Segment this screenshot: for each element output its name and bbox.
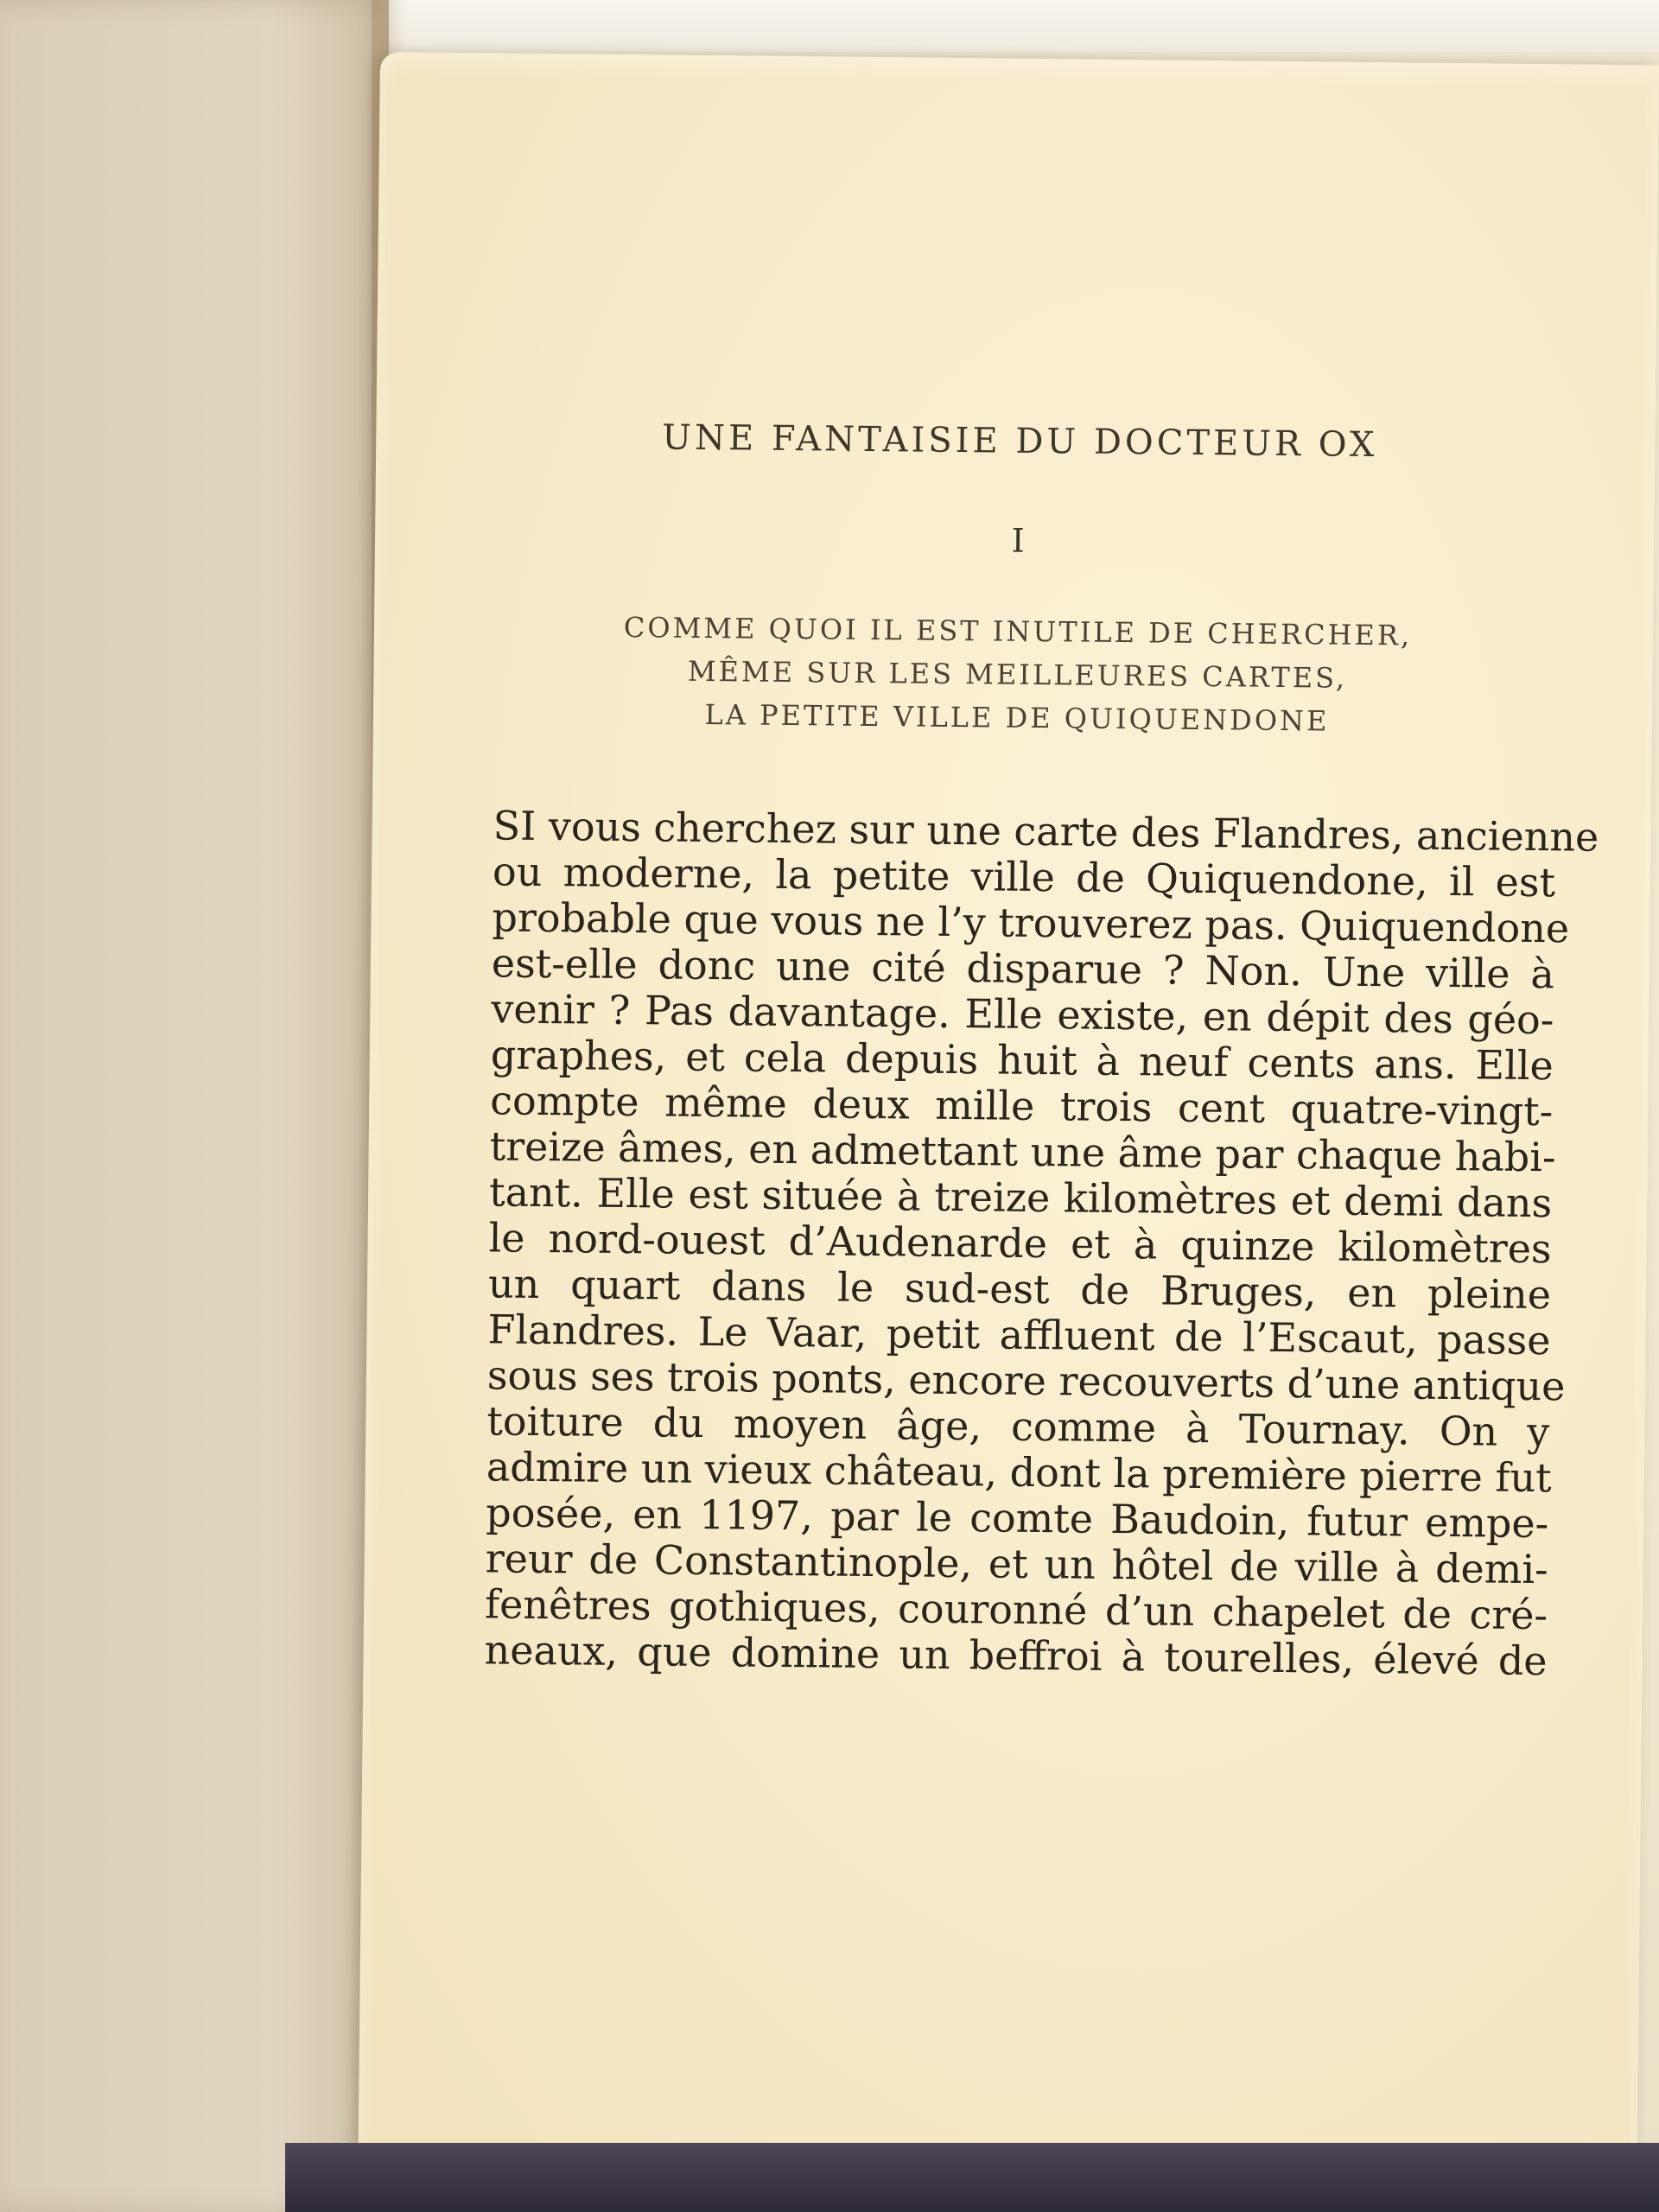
chapter-number: I [1011,521,1027,560]
body-line: graphes, et cela depuis huit à neuf cents ans. Elle [490,1031,1554,1090]
body-line: venir ? Pas davantage. Elle existe, en dépit des géo- [491,985,1554,1044]
page-text-area [432,416,1599,1685]
body-line: posée, en 1197, par le comte Baudoin, futur empe- [486,1489,1549,1548]
body-line: toiture du moyen âge, comme à Tournay. On y [486,1397,1550,1456]
right-page [358,52,1658,2173]
body-paragraph [432,802,1599,1685]
chapter-subtitle-line-3: LA PETITE VILLE DE QUIQUENDONE [704,697,1330,738]
body-line: tant. Elle est située à treize kilomètres et demi dans [488,1168,1553,1227]
background-top-strip [389,0,1659,52]
body-line: Flandres. Le Vaar, petit affluent de l’Escaut, passe [487,1306,1551,1364]
body-line: le nord-ouest d’Audenarde et à quinze kilomètres [488,1214,1552,1273]
body-line: admire un vieux château, dont la première pierre fut [486,1443,1552,1502]
body-line: un quart dans le sud-est de Bruges, en pleine [487,1260,1552,1319]
body-line: compte même deux mille trois cent quatre-vingt- [490,1077,1554,1135]
body-line: est-elle donc une cité disparue ? Non. Une ville à [491,939,1555,998]
chapter-subtitle [442,604,1592,746]
body-line: sous ses trois ponts, encore recouverts d’une antique [486,1351,1566,1410]
chapter-subtitle-line-2: MÊME SUR LES MEILLEURES CARTES, [687,654,1348,695]
body-line: probable que vous ne l’y trouverez pas. Quiquendone [492,893,1570,952]
body-line: fenêtres gothiques, couronné d’un chapelet de cré- [484,1580,1548,1639]
body-line: reur de Constantinople, et un hôtel de ville à demi- [485,1535,1548,1593]
left-page [0,0,389,2212]
body-line: ou moderne, la petite ville de Quiquendone, il est [492,848,1556,906]
table-edge-shadow [285,2143,1659,2212]
book-title: UNE FANTAISIE DU DOCTEUR OX [662,417,1378,466]
chapter-subtitle-line-1: COMME QUOI IL EST INUTILE DE CHERCHER, [623,610,1413,652]
body-line: treize âmes, en admettant une âme par chaque habi- [489,1122,1556,1181]
body-line: neaux, que domine un beffroi à tourelles, élevé de [484,1626,1548,1685]
body-line: SI vous cherchez sur une carte des Flandres, ancienne [493,802,1599,861]
